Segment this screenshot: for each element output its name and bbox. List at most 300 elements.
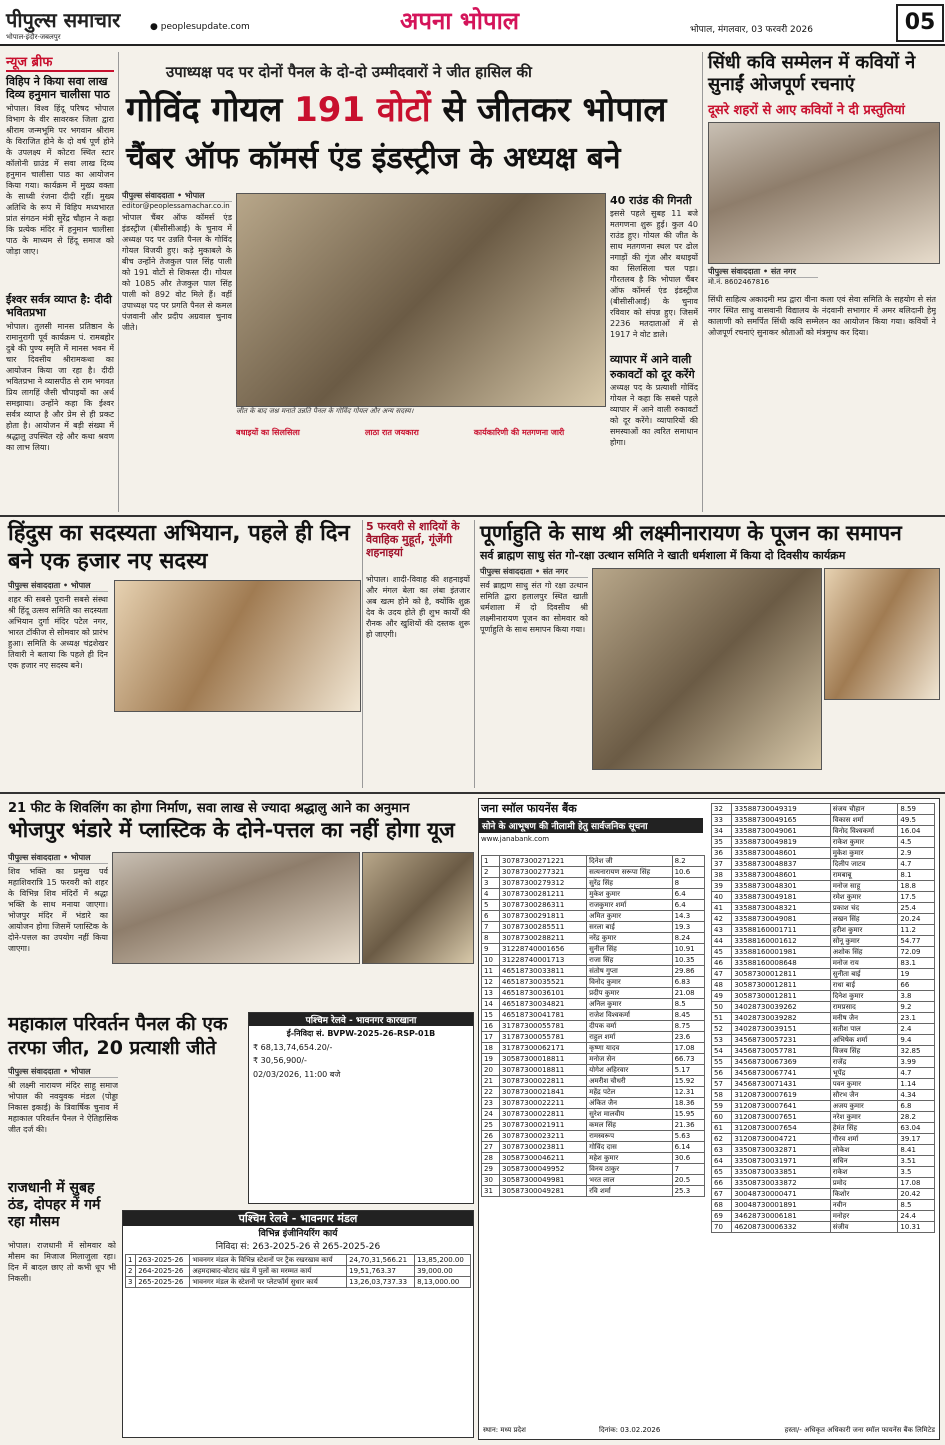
bank-row — [712, 1013, 935, 1024]
bank-row — [712, 804, 935, 815]
news-brief-kicker: न्यूज ब्रीफ — [6, 52, 114, 72]
col5-head: कार्यकारिणी की मतगणना जारी — [473, 428, 565, 437]
bank-row-name: राजकुमार शर्मा — [587, 900, 672, 911]
sidebar-head-1: 40 राउंड की गिनती — [610, 194, 692, 207]
bank-row-name: अनिल कुमार — [587, 999, 672, 1010]
bank-row-acc: 33588730048321 — [732, 903, 830, 914]
bank-row — [712, 837, 935, 848]
bank-row-sl: 43 — [712, 925, 732, 936]
bank-row-name: प्रमोद — [830, 1178, 898, 1189]
tender-row-no: 3 — [126, 1277, 136, 1288]
bank-row — [482, 1043, 705, 1054]
bank-row-name: रामस्वरूप — [587, 1131, 672, 1142]
bank-row-wt: 10.31 — [898, 1222, 935, 1233]
bank-row — [712, 1200, 935, 1211]
bank-row-sl: 59 — [712, 1101, 732, 1112]
bank-row-wt: 23.6 — [672, 1032, 704, 1043]
lead-headline: गोविंद गोयल 191 वोटों से जीतकर भोपाल — [126, 90, 667, 130]
bank-row-wt: 5.63 — [672, 1131, 704, 1142]
bank-row-sl: 42 — [712, 914, 732, 925]
kavi-subheadline: दूसरे शहरों से आए कवियों ने दी प्रस्तुतियां — [708, 103, 905, 118]
tender-row-work: भावनगर मंडल के स्टेशनों पर प्लेटफॉर्म सुधार कार्य — [190, 1277, 347, 1288]
bank-row-acc: 33588160001981 — [732, 947, 830, 958]
bank-row-name: संतोष गुप्ता — [587, 966, 672, 977]
lead-photo — [236, 193, 606, 407]
bank-row-wt: 7 — [672, 1164, 704, 1175]
column-divider — [702, 52, 703, 512]
bank-row-acc: 30587300049281 — [500, 1186, 587, 1197]
bank-row-wt: 15.95 — [672, 1109, 704, 1120]
bank-row-acc: 30787300271221 — [500, 856, 587, 867]
bank-row — [482, 1186, 705, 1197]
tender-row-cost: 19,51,763.37 — [347, 1266, 415, 1277]
bank-row-wt: 72.09 — [898, 947, 935, 958]
bank-row-acc: 31208730007651 — [732, 1112, 830, 1123]
tender-row — [126, 1277, 471, 1288]
bank-row-sl: 70 — [712, 1222, 732, 1233]
bank-row-wt: 10.35 — [672, 955, 704, 966]
bank-row-acc: 30787300022211 — [500, 1098, 587, 1109]
bank-row-sl: 69 — [712, 1211, 732, 1222]
bank-row — [712, 1024, 935, 1035]
bank-row-wt: 4.5 — [898, 837, 935, 848]
bank-subtitle: सोने के आभूषण की नीलामी हेतु सार्वजनिक सूचना — [479, 818, 703, 833]
bank-row-acc: 46518730033811 — [500, 966, 587, 977]
bank-row-name: सोनू कुमार — [830, 936, 898, 947]
bank-row-name: अमरीश चौधरी — [587, 1076, 672, 1087]
bank-row — [482, 944, 705, 955]
bank-row-sl: 18 — [482, 1043, 500, 1054]
bank-row-wt: 25.3 — [672, 1186, 704, 1197]
sidebar-head-2: व्यापार में आने वाली रुकावटों को दूर करेंगे — [610, 353, 695, 381]
bank-row-sl: 15 — [482, 1010, 500, 1021]
bank-row-acc: 30787300285511 — [500, 922, 587, 933]
bank-row-name: गोविंद दास — [587, 1142, 672, 1153]
bank-row-wt: 16.04 — [898, 826, 935, 837]
bank-row-wt: 20.42 — [898, 1189, 935, 1200]
bank-row-sl: 31 — [482, 1186, 500, 1197]
bank-row-name: सरला बाई — [587, 922, 672, 933]
bank-row-acc: 31228740001656 — [500, 944, 587, 955]
hindus-byline: पीपुल्स संवाददाता • भोपाल — [8, 580, 108, 592]
laxmi-body: सर्व ब्राह्मण साधु संत गो रक्षा उत्थान समिति द्वारा हलालपुर स्थित खाती धर्मशाला में दो दिवसीय श्री लक्ष्मीनारायण पूजन का सोमवार को पूर्णाहुति के साथ समापन किया गया। — [480, 581, 588, 634]
bank-row-name: राहुल शर्मा — [587, 1032, 672, 1043]
bank-row-name: किशोर — [830, 1189, 898, 1200]
bank-row-name: महेंद्र पटेल — [587, 1087, 672, 1098]
bank-row-sl: 60 — [712, 1112, 732, 1123]
bank-row — [712, 1134, 935, 1145]
bank-row-wt: 8.45 — [672, 1010, 704, 1021]
bank-row-sl: 5 — [482, 900, 500, 911]
kavi-mobile: मो.नं. 8602467816 — [708, 278, 770, 286]
kavi-byline: पीपुल्स संवाददाता • संत नगर — [708, 266, 818, 278]
bank-row-wt: 4.7 — [898, 859, 935, 870]
bank-row-sl: 67 — [712, 1189, 732, 1200]
tender-row — [126, 1266, 471, 1277]
bank-row-sl: 9 — [482, 944, 500, 955]
bank-row-wt: 83.1 — [898, 958, 935, 969]
bank-row-wt: 6.4 — [672, 900, 704, 911]
bank-row — [712, 1101, 935, 1112]
lead-sidebar — [610, 193, 698, 482]
tender-row-work: भावनगर मंडल के विभिन्न स्टेशनों पर ट्रैक रखरखाव कार्य — [190, 1255, 347, 1266]
bank-row-name: भूपेंद्र — [830, 1068, 898, 1079]
bank-row-acc: 46208730006332 — [732, 1222, 830, 1233]
col3-head: बधाइयों का सिलसिला — [236, 428, 300, 437]
bank-row-name: संजय चौहान — [830, 804, 898, 815]
bank-row-name: राजा सिंह — [587, 955, 672, 966]
bank-row-acc: 30587300049981 — [500, 1175, 587, 1186]
bank-row-name: रामबाबू — [830, 870, 898, 881]
column-divider — [362, 520, 363, 788]
dateline: भोपाल, मंगलवार, 03 फरवरी 2026 — [690, 25, 813, 35]
bank-row-name: लोकेश — [830, 1145, 898, 1156]
bank-row-name: कमल सिंह — [587, 1120, 672, 1131]
bank-row-name: प्रदीप कुमार — [587, 988, 672, 999]
bank-row-wt: 8.1 — [898, 870, 935, 881]
bank-row-acc: 33588160001711 — [732, 925, 830, 936]
bank-row-sl: 53 — [712, 1035, 732, 1046]
tender1-ref: ई-निविदा सं. BVPW-2025-26-RSP-01B — [286, 1029, 436, 1038]
bank-row-sl: 65 — [712, 1167, 732, 1178]
bank-row — [712, 1057, 935, 1068]
laxmi-headline: पूर्णाहुति के साथ श्री लक्ष्मीनारायण के पूजन का समापन — [480, 521, 902, 545]
shiv-photo-2 — [362, 852, 474, 964]
bank-row-name: राकेश — [830, 1167, 898, 1178]
bank-title: जना स्मॉल फायनेंस बैंक — [481, 802, 577, 815]
bank-row-acc: 30787300022811 — [500, 1076, 587, 1087]
section-rule — [0, 515, 945, 517]
bank-row-acc: 33508730033872 — [732, 1178, 830, 1189]
bank-row-sl: 66 — [712, 1178, 732, 1189]
bank-row-name: विनोद विश्वकर्मा — [830, 826, 898, 837]
bank-row — [712, 892, 935, 903]
bank-row-wt: 21.36 — [672, 1120, 704, 1131]
bank-row-sl: 19 — [482, 1054, 500, 1065]
mahakal-body: श्री लक्ष्मी नारायण मंदिर साहू समाज भोपाल की नवयुवक मंडल (पोड्डा निकास इकाई) के त्रिवार्षिक चुनाव में महाकाल परिवर्तन पैनल ने ऐतिहासिक जीत दर्ज की। — [8, 1081, 118, 1134]
bank-row-sl: 38 — [712, 870, 732, 881]
bank-row — [482, 999, 705, 1010]
bank-row-wt: 18.8 — [898, 881, 935, 892]
bank-row-name: दिलीप जाटव — [830, 859, 898, 870]
bank-row-sl: 44 — [712, 936, 732, 947]
bank-row-acc: 30787300023811 — [500, 1142, 587, 1153]
bank-row-sl: 12 — [482, 977, 500, 988]
bank-row-sl: 32 — [712, 804, 732, 815]
bank-row-sl: 11 — [482, 966, 500, 977]
bank-row-sl: 27 — [482, 1142, 500, 1153]
bank-row-sl: 55 — [712, 1057, 732, 1068]
tender-row-cost: 13,26,03,737.33 — [347, 1277, 415, 1288]
bank-row-wt: 19.3 — [672, 922, 704, 933]
bank-row-name: दिनेश कुमार — [830, 991, 898, 1002]
bank-row-acc: 30587300049952 — [500, 1164, 587, 1175]
mahakal-headline: महाकाल परिवर्तन पैनल की एक तरफा जीत, 20 प्रत्याशी जीते — [8, 1013, 228, 1059]
page-number: 05 — [896, 4, 944, 42]
bank-row-name: राजेश विश्वकर्मा — [587, 1010, 672, 1021]
bank-row-wt: 3.8 — [898, 991, 935, 1002]
bank-table-2 — [711, 803, 935, 1233]
bank-row-name: सुरेंद्र सिंह — [587, 878, 672, 889]
bank-row-sl: 64 — [712, 1156, 732, 1167]
bank-row — [482, 1175, 705, 1186]
bank-row-acc: 33508730032871 — [732, 1145, 830, 1156]
bank-row-sl: 68 — [712, 1200, 732, 1211]
sidebar-body-2: अध्यक्ष पद के प्रत्याशी गोविंद गोयल ने कहा कि सबसे पहले व्यापार में आने वाली रुकावटों को दूर करेंगे। व्यापारियों की समस्याओं का त्वरित समाधान होगा। — [610, 383, 698, 447]
bank-row-acc: 30787300288211 — [500, 933, 587, 944]
bank-row-name: मनीष जैन — [830, 1013, 898, 1024]
shaadi-headline: 5 फरवरी से शादियों के वैवाहिक मुहूर्त, गूंजेंगी शहनाइयां — [366, 520, 460, 559]
hindus-byline-block — [8, 580, 108, 794]
bank-row-acc: 31208730007619 — [732, 1090, 830, 1101]
bank-row-name: मनोज सेन — [587, 1054, 672, 1065]
bank-row-wt: 66 — [898, 980, 935, 991]
bank-row — [712, 947, 935, 958]
tender-row-emd: 13,85,200.00 — [415, 1255, 471, 1266]
bank-row-wt: 3.99 — [898, 1057, 935, 1068]
bank-row — [712, 936, 935, 947]
bank-row-acc: 34628730006181 — [732, 1211, 830, 1222]
bank-row-acc: 33588730049081 — [732, 914, 830, 925]
bank-row-name: गौरव शर्मा — [830, 1134, 898, 1145]
bank-row-name: विनोद कुमार — [587, 977, 672, 988]
brief-headline-2: ईश्वर सर्वत्र व्याप्त है: दीदी भवितप्रभा — [6, 293, 112, 319]
shiv-byline: पीपुल्स संवाददाता • भोपाल — [8, 852, 108, 864]
bank-row — [712, 1046, 935, 1057]
bank-row-sl: 26 — [482, 1131, 500, 1142]
bank-row-acc: 30048730000471 — [732, 1189, 830, 1200]
website-url[interactable]: ● peoplesupdate.com — [150, 22, 250, 32]
bank-row-wt: 20.5 — [672, 1175, 704, 1186]
sidebar-body-1: इससे पहले सुबह 11 बजे मतगणना शुरू हुई। कुल 40 राउंड हुए। गोयल की जीत के साथ मतगणना स्थल पर ढोल नगाड़ों की गूंज और बधाइयों का सिलसिला चल पड़ा। गौरतलब है कि भोपाल चैंबर ऑफ कॉमर्स एंड इंडस्ट्रीज (बीसीसीआई) के चुनाव रविवार को संपन्न हुए। जिसमें 2236 मतदाताओं में से 1917 ने वोट डाले। — [610, 209, 698, 339]
tender-row-work: अहमदाबाद-बोटाद खंड में पुलों का मरम्मत कार्य — [190, 1266, 347, 1277]
bank-row-sl: 16 — [482, 1021, 500, 1032]
kavi-headline: सिंधी कवि सम्मेलन में कवियों ने सुनाईं ओजपूर्ण रचनाएं — [708, 52, 916, 95]
lead-photo-caption: जीत के बाद जश्न मनाते उन्नति पैनल के गोविंद गोयल और अन्य सदस्य। — [236, 407, 414, 415]
bank-notice — [478, 798, 940, 1440]
bank-row-acc: 34568730067741 — [732, 1068, 830, 1079]
bank-row-wt: 6.8 — [898, 1101, 935, 1112]
bank-row-name: प्रकाश चंद — [830, 903, 898, 914]
col4-head: लाठा रात जयकारा — [364, 428, 419, 437]
lead-body: भोपाल चैंबर ऑफ कॉमर्स एंड इंडस्ट्रीज (बीसीसीआई) के चुनाव में अध्यक्ष पद पर उन्नति पैनल के गोविंद गोयल विजयी हुए। कड़े मुकाबले के बीच उन्होंने तेजकुल पाल सिंह पाली को 191 वोटों से शिकस्त दी। गोयल को 1085 और तेजकुल पाल सिंह पाली को 892 वोट मिले हैं। वहीं उपाध्यक्ष पद पर प्रगति पैनल से कमल पंजवानी और प्रदीप अग्रवाल चुनाव जीते। — [122, 213, 232, 332]
bank-row-wt: 4.7 — [898, 1068, 935, 1079]
bank-row — [712, 881, 935, 892]
bank-row-acc: 34028730039282 — [732, 1013, 830, 1024]
bank-row-sl: 48 — [712, 980, 732, 991]
railway-tender-1 — [248, 1012, 474, 1204]
bank-row-acc: 30787300291811 — [500, 911, 587, 922]
bank-row — [482, 922, 705, 933]
bank-row-acc: 34568730057231 — [732, 1035, 830, 1046]
bank-row-sl: 34 — [712, 826, 732, 837]
bank-row-wt: 19 — [898, 969, 935, 980]
bank-row — [712, 1112, 935, 1123]
weather-headline: राजधानी में सुबह ठंड, दोपहर में गर्म रहा मौसम — [8, 1180, 101, 1230]
bank-row-name: संजीव — [830, 1222, 898, 1233]
bank-row-wt: 24.4 — [898, 1211, 935, 1222]
bank-row-sl: 28 — [482, 1153, 500, 1164]
bank-row-acc: 30787300023211 — [500, 1131, 587, 1142]
bank-row-sl: 41 — [712, 903, 732, 914]
bank-row-wt: 8.24 — [672, 933, 704, 944]
bank-row-name: राकेश कुमार — [830, 837, 898, 848]
bank-row-sl: 4 — [482, 889, 500, 900]
bank-row — [712, 1189, 935, 1200]
tender1-date: 02/03/2026, 11:00 बजे — [253, 1070, 341, 1079]
bank-row-name: हेमंत सिंह — [830, 1123, 898, 1134]
bank-signature: हस्ता/- अधिकृत अधिकारी जना स्मॉल फायनेंस बैंक लिमिटेड — [784, 1426, 935, 1434]
bank-site[interactable]: www.janabank.com — [481, 835, 550, 843]
bank-row-sl: 50 — [712, 1002, 732, 1013]
bank-row-wt: 39.17 — [898, 1134, 935, 1145]
bank-row-sl: 54 — [712, 1046, 732, 1057]
bank-row-sl: 21 — [482, 1076, 500, 1087]
shiv-body: शिव भक्ति का प्रमुख पर्व महाशिवरात्रि 15 फरवरी को शहर के विभिन्न शिव मंदिरों में श्रद्धा भक्ति के साथ मनाया जाएगा। भोजपुर मंदिर में भंडारे का आयोजन होगा जिसमें प्लास्टिक के दोने-पत्तल का उपयोग नहीं किया जाएगा। — [8, 867, 108, 953]
bank-row — [482, 1153, 705, 1164]
bank-row-sl: 25 — [482, 1120, 500, 1131]
bank-row — [712, 848, 935, 859]
bank-row-wt: 8.59 — [898, 804, 935, 815]
bank-row-acc: 30787300286311 — [500, 900, 587, 911]
bank-row — [712, 1156, 935, 1167]
bank-row — [712, 969, 935, 980]
bank-row-acc: 34568730067369 — [732, 1057, 830, 1068]
bank-row-name: हरीश कुमार — [830, 925, 898, 936]
bank-row-sl: 23 — [482, 1098, 500, 1109]
bank-row-sl: 49 — [712, 991, 732, 1002]
bank-row — [482, 911, 705, 922]
bank-row-wt: 17.5 — [898, 892, 935, 903]
bank-row-acc: 33588730049061 — [732, 826, 830, 837]
tender-row-id: 265-2025-26 — [136, 1277, 190, 1288]
bank-row-acc: 33508730033851 — [732, 1167, 830, 1178]
bank-row — [712, 1068, 935, 1079]
tender2-title: विभिन्न इंजीनियरिंग कार्य — [258, 1229, 338, 1239]
bank-row-acc: 46518730035521 — [500, 977, 587, 988]
bank-row-acc: 31787300062171 — [500, 1043, 587, 1054]
bank-row-name: रवि शर्मा — [587, 1186, 672, 1197]
bank-row-wt: 10.91 — [672, 944, 704, 955]
tender-row-cost: 24,70,31,566.21 — [347, 1255, 415, 1266]
tender-row-no: 2 — [126, 1266, 136, 1277]
bank-row — [482, 988, 705, 999]
bank-row-wt: 25.4 — [898, 903, 935, 914]
lead-byline: पीपुल्स संवाददाता • भोपाल — [122, 190, 232, 202]
shiv-headline-2: भोजपुर भंडारे में प्लास्टिक के दोने-पत्तल का नहीं होगा यूज — [8, 818, 455, 842]
shiv-byline-block — [8, 852, 108, 1016]
bank-row-wt: 28.2 — [898, 1112, 935, 1123]
tender2-table — [125, 1254, 471, 1288]
bank-row-acc: 33588730048601 — [732, 848, 830, 859]
bank-row-wt: 9.2 — [898, 1002, 935, 1013]
bank-row-wt: 8.41 — [898, 1145, 935, 1156]
bank-row-acc: 33588160001612 — [732, 936, 830, 947]
bank-row-acc: 31228740001713 — [500, 955, 587, 966]
bank-row-name: मनोज राय — [830, 958, 898, 969]
bank-row-acc: 33588730049319 — [732, 804, 830, 815]
bank-row — [482, 1065, 705, 1076]
tender1-emd: ₹ 30,56,900/- — [253, 1056, 307, 1065]
bank-row — [712, 870, 935, 881]
column-divider — [474, 520, 475, 788]
bank-row-acc: 33588730049181 — [732, 892, 830, 903]
bank-row — [482, 1109, 705, 1120]
laxmi-byline: पीपुल्स संवाददाता • संत नगर — [480, 566, 588, 578]
bank-row-sl: 36 — [712, 848, 732, 859]
bank-row-acc: 33588730049165 — [732, 815, 830, 826]
bank-row-wt: 3.5 — [898, 1167, 935, 1178]
bank-row-acc: 30587300012811 — [732, 969, 830, 980]
bank-date: दिनांक: 03.02.2026 — [599, 1426, 661, 1434]
bank-row-sl: 61 — [712, 1123, 732, 1134]
section-title: अपना भोपाल — [400, 6, 520, 35]
bank-row-sl: 51 — [712, 1013, 732, 1024]
bank-row — [482, 1054, 705, 1065]
tender-row-id: 264-2025-26 — [136, 1266, 190, 1277]
bank-row-name: मनोज साहू — [830, 881, 898, 892]
bank-row-sl: 56 — [712, 1068, 732, 1079]
bank-row-wt: 18.36 — [672, 1098, 704, 1109]
bank-row-acc: 31208730004721 — [732, 1134, 830, 1145]
lead-email[interactable]: editor@peoplessamachar.co.in — [122, 202, 230, 210]
bank-row-acc: 46518730041781 — [500, 1010, 587, 1021]
bank-row — [482, 966, 705, 977]
bank-row-acc: 30787300022811 — [500, 1109, 587, 1120]
bank-row-sl: 57 — [712, 1079, 732, 1090]
globe-icon: ● — [150, 22, 158, 32]
bank-row — [482, 933, 705, 944]
bank-row-name: दीपक वर्मा — [587, 1021, 672, 1032]
bank-row-sl: 24 — [482, 1109, 500, 1120]
bank-row-acc: 34568730057781 — [732, 1046, 830, 1057]
hindus-headline: हिंदुस का सदस्यता अभियान, पहले ही दिन बने एक हजार नए सदस्य — [8, 521, 350, 574]
bank-row-acc: 46518730034821 — [500, 999, 587, 1010]
bank-row-sl: 45 — [712, 947, 732, 958]
bank-row — [482, 977, 705, 988]
bank-row-name: भरत लाल — [587, 1175, 672, 1186]
bank-row-acc: 33588730048601 — [732, 870, 830, 881]
bank-row-wt: 20.24 — [898, 914, 935, 925]
bank-row-sl: 58 — [712, 1090, 732, 1101]
mahakal-byline-block — [8, 1066, 118, 1180]
bank-row-sl: 13 — [482, 988, 500, 999]
bank-row-wt: 10.6 — [672, 867, 704, 878]
bank-row-acc: 33588160008648 — [732, 958, 830, 969]
bank-row — [712, 1222, 935, 1233]
bank-row-wt: 8.5 — [898, 1200, 935, 1211]
bank-row-acc: 30787300021911 — [500, 1120, 587, 1131]
bank-row — [712, 903, 935, 914]
bank-row-name: सुनीता बाई — [830, 969, 898, 980]
bank-row — [712, 1211, 935, 1222]
bank-row-acc: 31787300055781 — [500, 1021, 587, 1032]
bank-place: स्थान: मध्य प्रदेश — [483, 1426, 526, 1434]
bank-row-wt: 21.08 — [672, 988, 704, 999]
kavi-body: सिंधी साहित्य अकादमी मप्र द्वारा वीना कला एवं सेवा समिति के सहयोग से संत नगर स्थित साधु वासवानी विद्यालय के नंदवानी सभागार में अमर बलिदानी हेमू कालाणी को समर्पित सिंधी कवि सम्मेलन का आयोजन किया गया। कवियों ने ओजपूर्ण रचनाएं सुनाकर श्रोताओं को मंत्रमुग्ध कर दिया। — [708, 295, 936, 337]
brief-body-1: भोपाल। विश्व हिंदू परिषद भोपाल विभाग के वीर सावरकर जिला द्वारा श्रीराम जन्मभूमि पर भगवान श्रीराम के विराजित होने के दो वर्ष पूर्ण होने के उपलक्ष्य में कोटरा स्थित स्टार कॉलोनी ग्राउंड में सवा लाख दिव्य हनुमान चालीसा पाठ का आयोजन किया गया। कार्यक्रम में मुख्य वक्ता के साध्वी रंजना दीदी रहीं। मुख्य अतिथि के रूप में विहिप मध्यभारत प्रांत संगठन मंत्री सुरेंद्र चौहान ने कहा कि प्रत्येक मंदिर में हनुमान चालीसा पाठ के माध्यम से हिंदू समाज को जोड़ा जाए। — [6, 104, 114, 256]
bank-row — [712, 1079, 935, 1090]
bank-row-name: राजेंद्र — [830, 1057, 898, 1068]
bank-row-sl: 39 — [712, 881, 732, 892]
bank-row-wt: 6.4 — [672, 889, 704, 900]
bank-row-name: कृष्णा यादव — [587, 1043, 672, 1054]
bank-row-sl: 3 — [482, 878, 500, 889]
bank-row-name: रामप्रसाद — [830, 1002, 898, 1013]
bank-row — [712, 1178, 935, 1189]
bank-row-wt: 9.4 — [898, 1035, 935, 1046]
shiv-headline: 21 फीट के शिवलिंग का होगा निर्माण, सवा लाख से ज्यादा श्रद्धालु आने का अनुमान — [8, 801, 410, 816]
